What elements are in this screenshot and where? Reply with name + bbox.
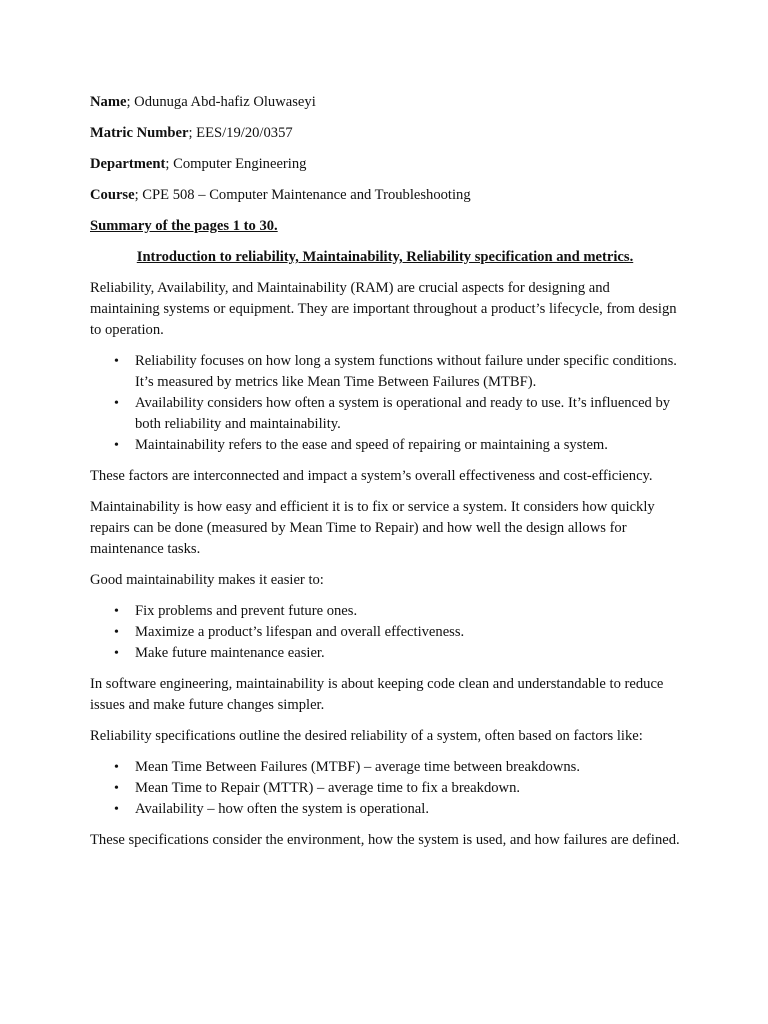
bullet-icon: • (114, 396, 119, 411)
paragraph-reliability-specs: Reliability specifications outline the desired reliability of a system, often based on factors like: (90, 728, 643, 744)
bullet-icon: • (114, 646, 119, 661)
list-item (90, 622, 680, 643)
paragraph-software-engineering: In software engineering, maintainability is about keeping code clean and understandable to reduce issues and make future changes simpler. (90, 676, 664, 713)
metrics-bullet-list (90, 757, 680, 820)
paragraph-interconnected: These factors are interconnected and impact a system’s overall effectiveness and cost-efficiency. (90, 468, 653, 484)
list-item (90, 601, 680, 622)
paragraph-specifications-consider: These specifications consider the environment, how the system is used, and how failures are defined. (90, 832, 680, 848)
department-value: ; Computer Engineering (165, 156, 307, 172)
summary-heading: Summary of the pages 1 to 30. (90, 218, 278, 234)
list-item-text: Availability considers how often a system is operational and ready to use. It’s influenced by both reliability and maintainability. (135, 395, 671, 432)
list-item-text: Mean Time to Repair (MTTR) – average time to fix a breakdown. (135, 780, 521, 796)
course-line (90, 185, 680, 206)
list-item-text: Reliability focuses on how long a system functions without failure under specific conditions. It’s measured by metrics like Mean Time Between Failures (MTBF). (135, 353, 677, 390)
list-item (90, 351, 680, 393)
list-item-text: Maximize a product’s lifespan and overall effectiveness. (135, 624, 465, 640)
list-item (90, 643, 680, 664)
matric-value: ; EES/19/20/0357 (188, 125, 293, 141)
bullet-icon: • (114, 802, 119, 817)
paragraph-maintainability: Maintainability is how easy and efficient it is to fix or service a system. It considers how quickly repairs can be done (measured by Mean Time to Repair) and how well the design allows for maintenance tasks. (90, 499, 655, 557)
bullet-icon: • (114, 438, 119, 453)
matric-line (90, 123, 680, 144)
department-label: Department (90, 156, 166, 172)
list-item-text: Maintainability refers to the ease and speed of repairing or maintaining a system. (135, 437, 608, 453)
list-item (90, 435, 680, 456)
paragraph-good-maintainability: Good maintainability makes it easier to: (90, 572, 324, 588)
maintainability-bullet-list (90, 601, 680, 664)
list-item (90, 799, 680, 820)
paragraph-ram-intro: Reliability, Availability, and Maintainability (RAM) are crucial aspects for designing and maintaining systems or equipment. They are important throughout a product’s lifecycle, from design to operation. (90, 280, 677, 338)
list-item (90, 778, 680, 799)
list-item-text: Availability – how often the system is operational. (135, 801, 429, 817)
bullet-icon: • (114, 625, 119, 640)
list-item (90, 393, 680, 435)
section-heading: Introduction to reliability, Maintainability, Reliability specification and metrics. (136, 249, 634, 265)
list-item-text: Make future maintenance easier. (135, 645, 325, 661)
list-item-text: Fix problems and prevent future ones. (135, 603, 358, 619)
document-body (90, 92, 680, 861)
ram-bullet-list (90, 351, 680, 456)
bullet-icon: • (114, 604, 119, 619)
department-line (90, 154, 680, 175)
course-value: ; CPE 508 – Computer Maintenance and Troubleshooting (134, 187, 471, 203)
list-item (90, 757, 680, 778)
list-item-text: Mean Time Between Failures (MTBF) – average time between breakdowns. (135, 759, 581, 775)
bullet-icon: • (114, 760, 119, 775)
bullet-icon: • (114, 354, 119, 369)
matric-label: Matric Number (90, 125, 189, 141)
name-label: Name (90, 94, 127, 110)
course-label: Course (90, 187, 135, 203)
bullet-icon: • (114, 781, 119, 796)
name-line (90, 92, 680, 113)
name-value: ; Odunuga Abd-hafiz Oluwaseyi (126, 94, 316, 110)
